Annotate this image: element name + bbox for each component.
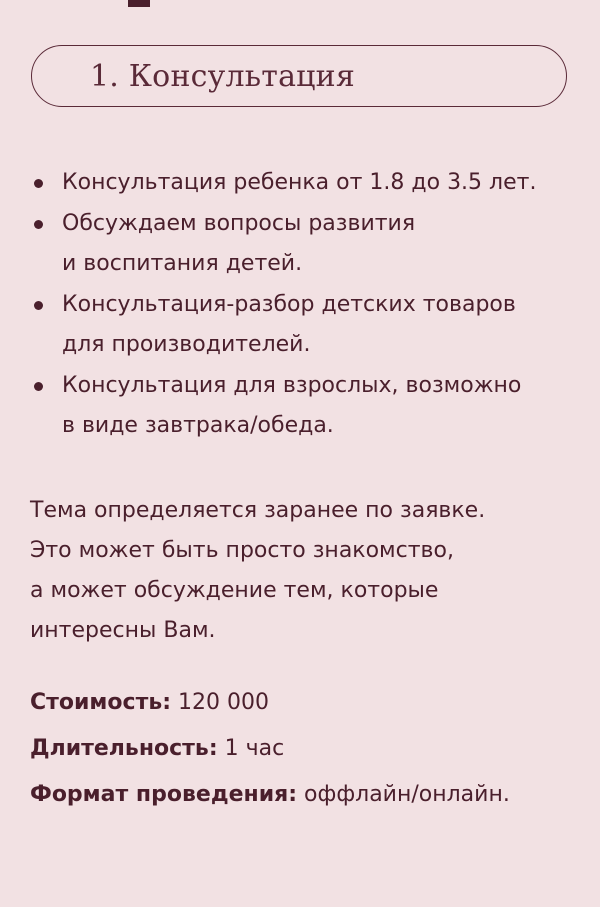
duration-value: 1 час xyxy=(217,736,285,761)
bullet-dot-icon xyxy=(34,220,43,229)
format-row xyxy=(30,772,575,818)
bullet-item-development xyxy=(30,204,575,284)
bullet-dot-icon xyxy=(34,382,43,391)
bullet-line: Консультация для взрослых, возможно xyxy=(62,373,522,398)
section-title: 1. Консультация xyxy=(90,58,355,94)
price-label: Стоимость: xyxy=(30,690,172,715)
bullet-line: Консультация ребенка от 1.8 до 3.5 лет. xyxy=(62,170,537,195)
description-line: интересны Вам. xyxy=(30,618,216,643)
price-row xyxy=(30,680,575,726)
description-line: а может обсуждение тем, которые xyxy=(30,578,439,603)
format-value: оффлайн/онлайн. xyxy=(297,782,510,807)
description-line: Это может быть просто знакомство, xyxy=(30,538,454,563)
bullet-item-product-review xyxy=(30,285,575,365)
bullet-line: для производителей. xyxy=(62,332,311,357)
format-label: Формат проведения: xyxy=(30,782,298,807)
bullet-dot-icon xyxy=(34,301,43,310)
bullet-item-child-consultation xyxy=(30,163,575,203)
bullet-dot-icon xyxy=(34,179,43,188)
bullet-line: и воспитания детей. xyxy=(62,251,303,276)
description-line: Тема определяется заранее по заявке. xyxy=(30,498,486,523)
bullet-item-adult-consultation xyxy=(30,366,575,446)
bullet-line: Обсуждаем вопросы развития xyxy=(62,211,416,236)
service-bullet-list xyxy=(30,163,575,447)
duration-label: Длительность: xyxy=(30,736,218,761)
section-title-pill xyxy=(31,45,567,107)
service-details xyxy=(30,680,575,818)
decorative-top-mark xyxy=(128,0,150,7)
topic-description xyxy=(30,491,575,651)
duration-row xyxy=(30,726,575,772)
bullet-line: Консультация-разбор детских товаров xyxy=(62,292,516,317)
price-value: 120 000 xyxy=(171,690,269,715)
bullet-line: в виде завтрака/обеда. xyxy=(62,413,334,438)
